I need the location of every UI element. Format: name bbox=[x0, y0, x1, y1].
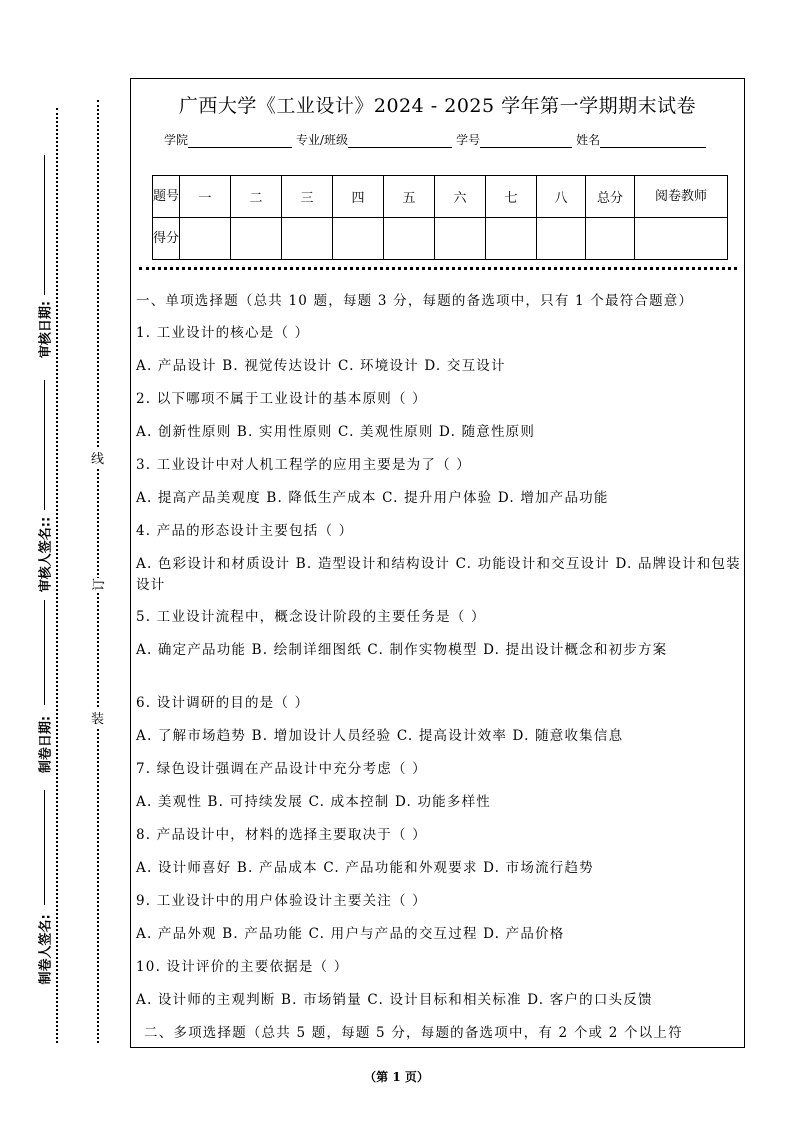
answer-9: A. 产品外观 B. 产品功能 C. 用户与产品的交互过程 D. 产品价格 bbox=[136, 926, 565, 942]
page-number: （第 1 页） bbox=[364, 1070, 429, 1084]
score-cell[interactable] bbox=[486, 218, 537, 260]
score-row-header-score: 得分 bbox=[153, 218, 180, 260]
question-3: 3. 工业设计中对人机工程学的应用主要是为了（ ） bbox=[136, 457, 471, 473]
score-col-total: 总分 bbox=[586, 176, 635, 218]
cut-line-outer bbox=[56, 108, 58, 1043]
score-col-3: 三 bbox=[282, 176, 333, 218]
student-id-label: 学号 bbox=[456, 133, 481, 147]
answer-4: A. 色彩设计和材质设计 B. 造型设计和结构设计 C. 功能设计和交互设计 D. 品牌设计和包装设计 bbox=[136, 556, 741, 593]
college-label: 学院 bbox=[164, 133, 189, 147]
score-cell[interactable] bbox=[282, 218, 333, 260]
score-cell[interactable] bbox=[586, 218, 635, 260]
dotted-separator bbox=[139, 267, 737, 270]
maker-date-line bbox=[44, 600, 45, 705]
student-id-field[interactable] bbox=[480, 133, 572, 148]
score-col-2: 二 bbox=[231, 176, 282, 218]
score-col-1: 一 bbox=[180, 176, 231, 218]
score-cell[interactable] bbox=[537, 218, 586, 260]
exam-body bbox=[136, 290, 741, 1047]
bind-line-glyph: 线 bbox=[91, 448, 104, 467]
score-col-8: 八 bbox=[537, 176, 586, 218]
question-5: 5. 工业设计流程中，概念设计阶段的主要任务是（ ） bbox=[136, 609, 486, 625]
question-4: 4. 产品的形态设计主要包括（ ） bbox=[136, 523, 354, 539]
reviewer-sign-line bbox=[44, 380, 45, 510]
maker-date-label: 制卷日期: bbox=[38, 715, 54, 774]
bind-bind-glyph: 装 bbox=[91, 708, 104, 727]
question-6: 6. 设计调研的目的是（ ） bbox=[136, 695, 310, 711]
score-cell[interactable] bbox=[180, 218, 231, 260]
cut-line-inner bbox=[97, 100, 99, 1043]
college-field[interactable] bbox=[188, 133, 292, 148]
score-col-4: 四 bbox=[333, 176, 384, 218]
question-1: 1. 工业设计的核心是（ ） bbox=[136, 325, 310, 341]
exam-title: 广西大学《工业设计》2024 - 2025 学年第一学期期末试卷 bbox=[178, 95, 697, 117]
answer-7: A. 美观性 B. 可持续发展 C. 成本控制 D. 功能多样性 bbox=[136, 794, 491, 810]
score-cell[interactable] bbox=[435, 218, 486, 260]
reviewer-date-label: 审核日期: bbox=[38, 300, 54, 359]
binding-margin bbox=[0, 0, 125, 1122]
question-10: 10. 设计评价的主要依据是（ ） bbox=[136, 959, 349, 975]
name-field[interactable] bbox=[600, 133, 706, 148]
answer-10: A. 设计师的主观判断 B. 市场销量 C. 设计目标和相关标准 D. 客户的口头反馈 bbox=[136, 992, 653, 1008]
question-7: 7. 绿色设计强调在产品设计中充分考虑（ ） bbox=[136, 761, 427, 777]
major-field[interactable] bbox=[348, 133, 452, 148]
answer-6: A. 了解市场趋势 B. 增加设计人员经验 C. 提高设计效率 D. 随意收集信息 bbox=[136, 728, 624, 744]
answer-5: A. 确定产品功能 B. 绘制详细图纸 C. 制作实物模型 D. 提出设计概念和初步方案 bbox=[136, 642, 668, 658]
answer-2: A. 创新性原则 B. 实用性原则 C. 美观性原则 D. 随意性原则 bbox=[136, 424, 536, 440]
name-label: 姓名 bbox=[576, 133, 601, 147]
score-table bbox=[152, 175, 728, 260]
score-cell[interactable] bbox=[231, 218, 282, 260]
major-label: 专业/班级 bbox=[296, 133, 349, 147]
student-info-row bbox=[164, 131, 710, 148]
answer-3: A. 提高产品美观度 B. 降低生产成本 C. 提升用户体验 D. 增加产品功能 bbox=[136, 490, 609, 506]
exam-frame bbox=[130, 78, 745, 1048]
bind-staple-glyph: 订 bbox=[88, 578, 107, 591]
answer-1: A. 产品设计 B. 视觉传达设计 C. 环境设计 D. 交互设计 bbox=[136, 358, 506, 374]
score-cell[interactable] bbox=[384, 218, 435, 260]
reviewer-sign-label: 审核人签名:: bbox=[38, 516, 54, 593]
answer-8: A. 设计师喜好 B. 产品成本 C. 产品功能和外观要求 D. 市场流行趋势 bbox=[136, 860, 594, 876]
question-8: 8. 产品设计中，材料的选择主要取决于（ ） bbox=[136, 827, 427, 843]
question-2: 2. 以下哪项不属于工业设计的基本原则（ ） bbox=[136, 391, 427, 407]
maker-sign-line bbox=[44, 790, 45, 905]
question-9: 9. 工业设计中的用户体验设计主要关注（ ） bbox=[136, 893, 427, 909]
score-cell[interactable] bbox=[635, 218, 728, 260]
section2-heading: 二、多项选择题（总共 5 题，每题 5 分，每题的备选项中，有 2 个或 2 个以上符 bbox=[144, 1025, 683, 1041]
section1-heading: 一、单项选择题（总共 10 题，每题 3 分，每题的备选项中，只有 1 个最符合题意） bbox=[136, 293, 694, 309]
score-col-5: 五 bbox=[384, 176, 435, 218]
score-col-grader: 阅卷教师 bbox=[635, 176, 728, 218]
score-col-6: 六 bbox=[435, 176, 486, 218]
reviewer-date-line bbox=[44, 155, 45, 295]
score-cell[interactable] bbox=[333, 218, 384, 260]
score-col-7: 七 bbox=[486, 176, 537, 218]
maker-sign-label: 制卷人签名: bbox=[38, 914, 54, 985]
score-row-header-number: 题号 bbox=[153, 176, 180, 218]
